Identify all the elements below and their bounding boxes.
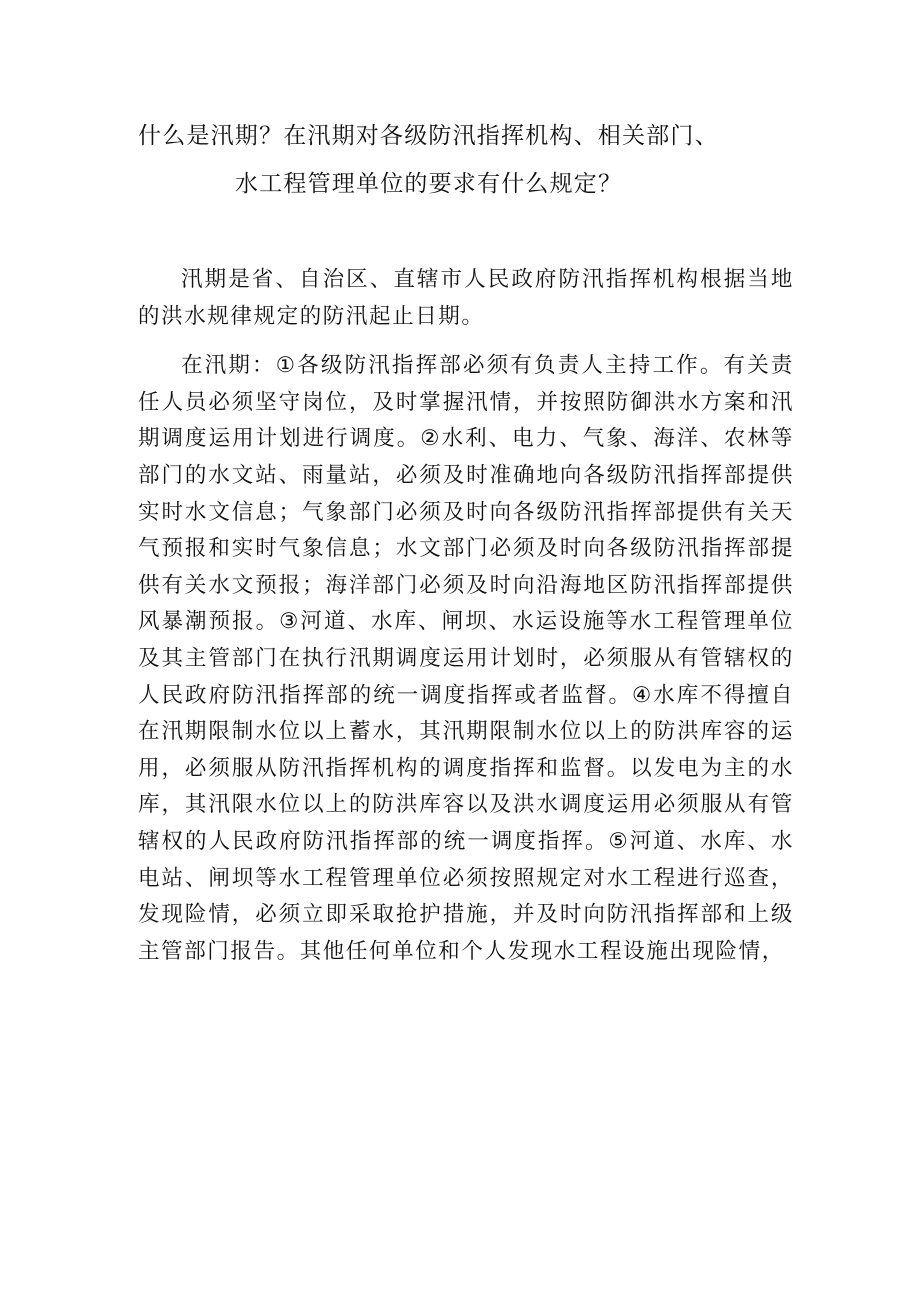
title-line-1: 什么是汛期？在汛期对各级防汛指挥机构、相关部门、	[138, 123, 719, 149]
document-title	[138, 112, 798, 208]
paragraph-flood-season-definition: 汛期是省、自治区、直辖市人民政府防汛指挥机构根据当地的洪水规律规定的防汛起止日期。	[138, 267, 794, 329]
document-body	[138, 262, 794, 983]
title-line-2: 水工程管理单位的要求有什么规定？	[235, 171, 623, 197]
paragraph-flood-season-requirements: 在汛期：①各级防汛指挥部必须有负责人主持工作。有关责任人员必须坚守岗位，及时掌握汛情，并按照防御洪水方案和汛期调度运用计划进行调度。②水利、电力、气象、海洋、农林等部门的水文站、雨量站，必须及时准确地向各级防汛指挥部提供实时水文信息；气象部门必须及时向各级防汛指挥部提供有关天气预报和实时气象信息；水文部门必须及时向各级防汛指挥部提供有关水文预报；海洋部门必须及时向沿海地区防汛指挥部提供风暴潮预报。③河道、水库、闸坝、水运设施等水工程管理单位及其主管部门在执行汛期调度运用计划时，必须服从有管辖权的人民政府防汛指挥部的统一调度指挥或者监督。④水库不得擅自在汛期限制水位以上蓄水，其汛期限制水位以上的防洪库容的运用，必须服从防汛指挥机构的调度指挥和监督。以发电为主的水库，其汛限水位以上的防洪库容以及洪水调度运用必须服从有管辖权的人民政府防汛指挥部的统一调度指挥。⑤河道、水库、水电站、闸坝等水工程管理单位必须按照规定对水工程进行巡查，发现险情，必须立即采取抢护措施，并及时向防汛指挥部和上级主管部门报告。其他任何单位和个人发现水工程设施出现险情，	[138, 353, 794, 964]
